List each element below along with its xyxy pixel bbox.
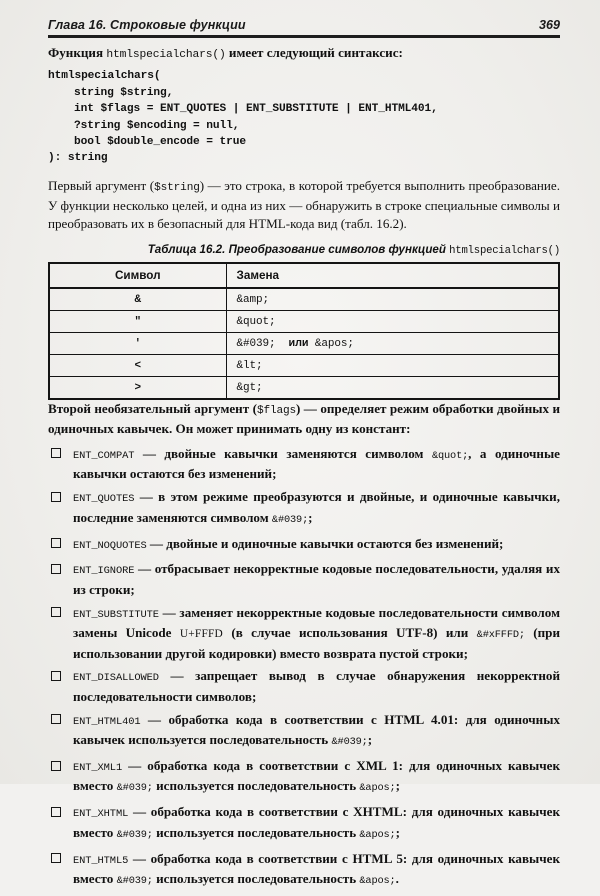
- running-head: [48, 18, 560, 32]
- table-caption-code: htmlspecialchars(): [449, 245, 560, 258]
- list-item: [48, 488, 560, 529]
- constant-text-before: — запрещает вывод в случае обнаружения некорректной последовательности символов;: [73, 668, 560, 704]
- list-item: [48, 711, 560, 752]
- square-bullet-icon: [51, 538, 61, 548]
- code-line: ?string $encoding = null,: [74, 119, 240, 132]
- constant-text-before: — заменяет некорректные кодовые последовательности символом замены Unicode: [73, 604, 560, 641]
- constant-name: ENT_COMPAT: [73, 449, 135, 462]
- list-item: [48, 757, 560, 798]
- constant-entity: &#039;: [271, 513, 309, 526]
- header-rule: [48, 35, 560, 38]
- square-bullet-icon: [51, 448, 61, 458]
- square-bullet-icon: [51, 564, 61, 574]
- first-arg-text-1: Первый аргумент (: [48, 177, 155, 193]
- constant-text-before: — отбрасывает некорректные кодовые последовательности, удаляя их из строки;: [73, 561, 560, 597]
- cell-symbol: ': [49, 333, 226, 355]
- page-content: [48, 44, 560, 896]
- replacement-primary: &amp;: [236, 293, 270, 306]
- page-number: 369: [538, 18, 560, 32]
- cell-replacement: [226, 288, 559, 311]
- cell-replacement: [226, 355, 559, 377]
- intro-text-after: имеет следующий синтаксис:: [225, 45, 403, 60]
- constant-text-after: используется последовательность: [152, 778, 360, 794]
- constant-text-after-2: (при использовании другой кодировки) вместо возврата пустой строки;: [73, 625, 561, 661]
- constant-entity: &#039;: [116, 875, 153, 888]
- cell-symbol: <: [49, 355, 226, 377]
- constant-name: ENT_DISALLOWED: [73, 672, 159, 685]
- cell-replacement: [226, 377, 559, 400]
- cell-symbol: ": [49, 311, 226, 333]
- table-row: [49, 288, 559, 311]
- constant-entity: &#039;: [331, 736, 368, 749]
- constant-text-after: используется последовательность: [152, 824, 360, 840]
- list-item: [48, 803, 560, 844]
- constant-text-after-2: ;: [395, 824, 400, 840]
- constants-list: [48, 445, 560, 891]
- column-header-symbol: Символ: [49, 263, 226, 288]
- replacement-primary: &lt;: [236, 359, 263, 372]
- replacement-conjunction: или: [288, 337, 309, 350]
- list-item: [48, 850, 560, 891]
- first-argument-paragraph: [48, 177, 560, 232]
- chapter-title: Глава 16. Строковые функции: [48, 18, 246, 32]
- constant-text-after-2: .: [395, 871, 399, 887]
- conversion-table: [48, 262, 560, 400]
- constant-text-after-2: ;: [395, 778, 400, 794]
- square-bullet-icon: [51, 714, 61, 724]
- code-line: ): string: [48, 152, 108, 165]
- list-item: [48, 560, 560, 598]
- cell-replacement: [226, 333, 559, 355]
- constant-text-before: — в этом режиме преобразуются и двойные, и одиночные кавычки, последние заменяются символом: [73, 489, 560, 525]
- constant-text-after: используется последовательность: [152, 871, 360, 887]
- table-caption-label: Таблица 16.2: [147, 243, 223, 257]
- list-item: [48, 535, 560, 555]
- square-bullet-icon: [51, 853, 61, 863]
- constant-name: ENT_XHTML: [73, 808, 129, 821]
- first-arg-code: $string: [154, 181, 200, 194]
- replacement-secondary: &apos;: [314, 338, 354, 351]
- constant-entity: &#039;: [116, 782, 153, 795]
- code-line: htmlspecialchars(: [48, 70, 161, 83]
- square-bullet-icon: [51, 807, 61, 817]
- table-row: [49, 377, 559, 400]
- list-item: [48, 667, 560, 705]
- constant-text-before: — обработка кода в соответствии с HTML 4.01: для одиночных кавычек используется последовательность: [73, 711, 560, 748]
- constant-name: ENT_QUOTES: [73, 493, 135, 506]
- code-line: bool $double_encode = true: [74, 136, 246, 149]
- intro-paragraph: [48, 44, 560, 64]
- constant-text-before: — двойные кавычки заменяются символом: [134, 445, 432, 461]
- table-row: [49, 355, 559, 377]
- constant-name: ENT_HTML401: [73, 715, 141, 728]
- replacement-primary: &#039;: [236, 338, 276, 351]
- constant-text-before: — обработка кода в соответствии с XHTML: для одиночных кавычек вместо: [73, 804, 560, 840]
- constant-text-before: — двойные и одиночные кавычки остаются без изменений;: [146, 535, 504, 551]
- constant-name: ENT_HTML5: [73, 854, 129, 867]
- table-caption-text: . Преобразование символов функцией: [222, 243, 450, 257]
- constant-name: ENT_NOQUOTES: [73, 539, 147, 552]
- list-item: [48, 445, 560, 483]
- flags-code: $flags: [256, 405, 296, 418]
- constant-text-before: — обработка кода в соответствии с HTML 5: для одиночных кавычек вместо: [73, 850, 560, 887]
- replacement-primary: &quot;: [236, 315, 276, 328]
- cell-symbol: &: [49, 288, 226, 311]
- square-bullet-icon: [51, 492, 61, 502]
- first-arg-text-2: ) — это строка, в которой требуется выполнить преобразование. У функции несколько целей, и одна из них — обнаружить в строке специальные символы и преобразовать их в безопасный для HTML-кода вид (табл. 16.2).: [48, 177, 561, 231]
- constant-entity-2: &apos;: [359, 828, 396, 841]
- flags-text-1: Второй необязательный аргумент (: [48, 401, 257, 417]
- constant-entity: U+FFFD: [179, 628, 223, 641]
- replacement-primary: &gt;: [236, 381, 263, 394]
- square-bullet-icon: [51, 761, 61, 771]
- flags-text-2: ) — определяет режим обработки двойных и одиночных кавычек. Он может принимать одну из констант:: [48, 401, 561, 437]
- constant-text-after: (в случае использования UTF-8) или: [222, 625, 477, 641]
- constant-name: ENT_SUBSTITUTE: [73, 608, 159, 621]
- column-header-replacement: Замена: [226, 263, 559, 288]
- constant-entity: &quot;: [431, 449, 469, 462]
- constant-entity-2: &#xFFFD;: [476, 629, 525, 642]
- code-block: [48, 68, 560, 166]
- constant-text-before: — обработка кода в соответствии с XML 1: для одиночных кавычек вместо: [73, 758, 560, 794]
- cell-symbol: >: [49, 377, 226, 400]
- constant-text-after: ;: [367, 732, 373, 748]
- table-row: [49, 333, 559, 355]
- constant-name: ENT_IGNORE: [73, 565, 135, 578]
- constant-text-after: ;: [308, 509, 313, 525]
- constant-entity-2: &apos;: [359, 875, 396, 888]
- intro-function-code: htmlspecialchars(): [106, 49, 226, 61]
- constant-text-after: , а одиночные кавычки остаются без изменений;: [73, 445, 560, 482]
- table-header-row: [49, 263, 559, 288]
- table-caption: [48, 243, 560, 257]
- code-line: int $flags = ENT_QUOTES | ENT_SUBSTITUTE | ENT_HTML401,: [74, 103, 438, 116]
- constant-name: ENT_XML1: [73, 762, 123, 775]
- square-bullet-icon: [51, 671, 61, 681]
- intro-text-before: Функция: [48, 45, 107, 60]
- cell-replacement: [226, 311, 559, 333]
- list-item: [48, 604, 560, 662]
- table-row: [49, 311, 559, 333]
- code-line: string $string,: [74, 86, 174, 99]
- constant-entity: &#039;: [116, 828, 153, 841]
- square-bullet-icon: [51, 607, 61, 617]
- constant-entity-2: &apos;: [359, 782, 396, 795]
- flags-paragraph: [48, 400, 560, 438]
